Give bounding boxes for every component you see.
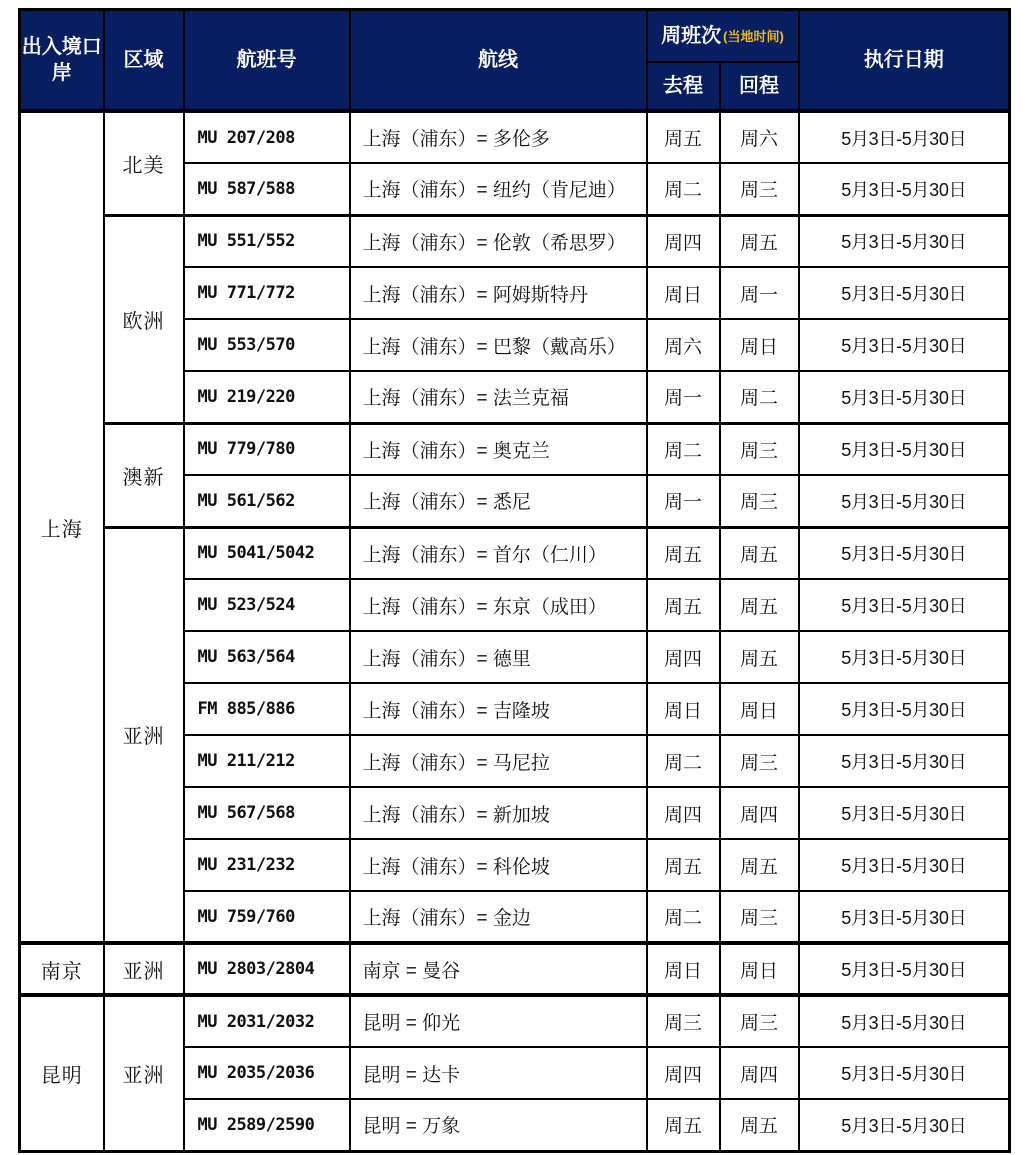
route-cell: 上海（浦东）= 科伦坡	[350, 839, 647, 891]
return-cell: 周五	[720, 1099, 799, 1151]
flight-no-cell: MU 2031/2032	[184, 995, 350, 1047]
dates-cell: 5月3日-5月30日	[799, 787, 1010, 839]
route-cell: 上海（浦东）= 巴黎（戴高乐）	[350, 319, 647, 371]
route-cell: 上海（浦东）= 马尼拉	[350, 735, 647, 787]
route-cell: 上海（浦东）= 奥克兰	[350, 423, 647, 475]
flight-no-cell: MU 567/568	[184, 787, 350, 839]
route-cell: 上海（浦东）= 伦敦（希思罗）	[350, 215, 647, 267]
header-route: 航线	[350, 10, 647, 112]
route-cell: 上海（浦东）= 首尔（仁川）	[350, 527, 647, 579]
route-cell: 昆明 = 万象	[350, 1099, 647, 1151]
return-cell: 周五	[720, 215, 799, 267]
return-cell: 周五	[720, 839, 799, 891]
dates-cell: 5月3日-5月30日	[799, 995, 1010, 1047]
return-cell: 周三	[720, 735, 799, 787]
dates-cell: 5月3日-5月30日	[799, 319, 1010, 371]
return-cell: 周三	[720, 995, 799, 1047]
port-cell: 上海	[20, 111, 104, 943]
flight-no-cell: MU 779/780	[184, 423, 350, 475]
flight-no-cell: MU 771/772	[184, 267, 350, 319]
return-cell: 周三	[720, 475, 799, 527]
outbound-cell: 周四	[647, 215, 720, 267]
route-cell: 上海（浦东）= 法兰克福	[350, 371, 647, 423]
route-cell: 上海（浦东）= 吉隆坡	[350, 683, 647, 735]
outbound-cell: 周五	[647, 527, 720, 579]
flight-no-cell: MU 207/208	[184, 111, 350, 163]
return-cell: 周三	[720, 163, 799, 215]
dates-cell: 5月3日-5月30日	[799, 943, 1010, 995]
route-cell: 昆明 = 达卡	[350, 1047, 647, 1099]
route-cell: 南京 = 曼谷	[350, 943, 647, 995]
outbound-cell: 周五	[647, 1099, 720, 1151]
outbound-cell: 周日	[647, 943, 720, 995]
dates-cell: 5月3日-5月30日	[799, 683, 1010, 735]
dates-cell: 5月3日-5月30日	[799, 215, 1010, 267]
region-cell: 欧洲	[104, 215, 184, 423]
outbound-cell: 周二	[647, 163, 720, 215]
dates-cell: 5月3日-5月30日	[799, 527, 1010, 579]
flight-row	[20, 111, 1010, 163]
flight-row	[20, 423, 1010, 475]
outbound-cell: 周五	[647, 111, 720, 163]
outbound-cell: 周四	[647, 1047, 720, 1099]
table-header	[20, 10, 1010, 112]
outbound-cell: 周二	[647, 423, 720, 475]
dates-cell: 5月3日-5月30日	[799, 1047, 1010, 1099]
page	[18, 8, 1011, 1153]
dates-cell: 5月3日-5月30日	[799, 891, 1010, 943]
route-cell: 上海（浦东）= 德里	[350, 631, 647, 683]
flight-no-cell: MU 211/212	[184, 735, 350, 787]
dates-cell: 5月3日-5月30日	[799, 839, 1010, 891]
return-cell: 周五	[720, 579, 799, 631]
header-dates: 执行日期	[799, 10, 1010, 112]
flight-no-cell: MU 2589/2590	[184, 1099, 350, 1151]
flight-no-cell: MU 219/220	[184, 371, 350, 423]
route-cell: 上海（浦东）= 金边	[350, 891, 647, 943]
flight-no-cell: MU 2803/2804	[184, 943, 350, 995]
flight-row	[20, 995, 1010, 1047]
outbound-cell: 周四	[647, 787, 720, 839]
header-weekly-label: 周班次	[661, 25, 722, 47]
return-cell: 周一	[720, 267, 799, 319]
flight-no-cell: MU 553/570	[184, 319, 350, 371]
flight-no-cell: MU 759/760	[184, 891, 350, 943]
route-cell: 上海（浦东）= 东京（成田）	[350, 579, 647, 631]
route-cell: 上海（浦东）= 悉尼	[350, 475, 647, 527]
flight-table-body	[20, 111, 1010, 1151]
route-cell: 昆明 = 仰光	[350, 995, 647, 1047]
return-cell: 周三	[720, 423, 799, 475]
region-cell: 北美	[104, 111, 184, 215]
flight-row	[20, 527, 1010, 579]
flight-no-cell: MU 561/562	[184, 475, 350, 527]
flight-no-cell: MU 231/232	[184, 839, 350, 891]
return-cell: 周三	[720, 891, 799, 943]
return-cell: 周日	[720, 319, 799, 371]
flight-row	[20, 215, 1010, 267]
outbound-cell: 周一	[647, 371, 720, 423]
header-flight-no: 航班号	[184, 10, 350, 112]
dates-cell: 5月3日-5月30日	[799, 1099, 1010, 1151]
region-cell: 亚洲	[104, 943, 184, 995]
outbound-cell: 周二	[647, 735, 720, 787]
region-cell: 澳新	[104, 423, 184, 527]
return-cell: 周四	[720, 787, 799, 839]
outbound-cell: 周四	[647, 631, 720, 683]
route-cell: 上海（浦东）= 阿姆斯特丹	[350, 267, 647, 319]
outbound-cell: 周日	[647, 683, 720, 735]
flight-schedule-table	[18, 8, 1011, 1153]
return-cell: 周五	[720, 631, 799, 683]
return-cell: 周五	[720, 527, 799, 579]
port-cell: 南京	[20, 943, 104, 995]
dates-cell: 5月3日-5月30日	[799, 631, 1010, 683]
region-cell: 亚洲	[104, 527, 184, 943]
header-weekly	[647, 10, 799, 63]
dates-cell: 5月3日-5月30日	[799, 423, 1010, 475]
flight-no-cell: MU 5041/5042	[184, 527, 350, 579]
route-cell: 上海（浦东）= 纽约（肯尼迪）	[350, 163, 647, 215]
header-port: 出入境口岸	[20, 10, 104, 112]
dates-cell: 5月3日-5月30日	[799, 475, 1010, 527]
header-weekly-note: (当地时间)	[723, 29, 784, 44]
header-outbound: 去程	[647, 62, 720, 111]
region-cell: 亚洲	[104, 995, 184, 1151]
outbound-cell: 周二	[647, 891, 720, 943]
return-cell: 周二	[720, 371, 799, 423]
return-cell: 周四	[720, 1047, 799, 1099]
route-cell: 上海（浦东）= 新加坡	[350, 787, 647, 839]
return-cell: 周日	[720, 683, 799, 735]
outbound-cell: 周六	[647, 319, 720, 371]
dates-cell: 5月3日-5月30日	[799, 371, 1010, 423]
flight-no-cell: MU 523/524	[184, 579, 350, 631]
dates-cell: 5月3日-5月30日	[799, 735, 1010, 787]
outbound-cell: 周五	[647, 579, 720, 631]
dates-cell: 5月3日-5月30日	[799, 579, 1010, 631]
route-cell: 上海（浦东）= 多伦多	[350, 111, 647, 163]
outbound-cell: 周五	[647, 839, 720, 891]
return-cell: 周日	[720, 943, 799, 995]
flight-no-cell: MU 587/588	[184, 163, 350, 215]
flight-row	[20, 943, 1010, 995]
flight-no-cell: MU 2035/2036	[184, 1047, 350, 1099]
header-region: 区域	[104, 10, 184, 112]
outbound-cell: 周日	[647, 267, 720, 319]
return-cell: 周六	[720, 111, 799, 163]
dates-cell: 5月3日-5月30日	[799, 111, 1010, 163]
flight-no-cell: MU 551/552	[184, 215, 350, 267]
header-return: 回程	[720, 62, 799, 111]
port-cell: 昆明	[20, 995, 104, 1151]
flight-no-cell: FM 885/886	[184, 683, 350, 735]
flight-no-cell: MU 563/564	[184, 631, 350, 683]
outbound-cell: 周一	[647, 475, 720, 527]
dates-cell: 5月3日-5月30日	[799, 163, 1010, 215]
dates-cell: 5月3日-5月30日	[799, 267, 1010, 319]
outbound-cell: 周三	[647, 995, 720, 1047]
